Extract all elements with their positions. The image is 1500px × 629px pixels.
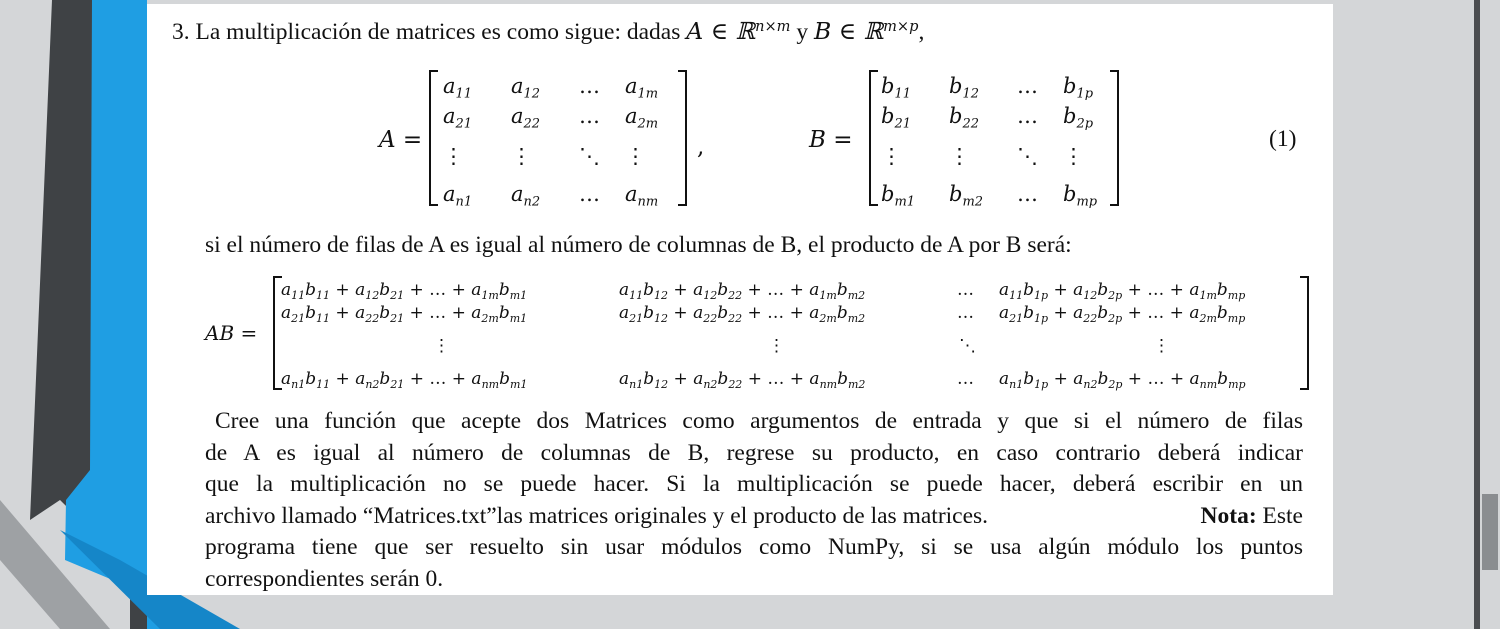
matrix-cell: $a_{2m}$ [625,104,659,132]
matrix-cell: $a_{11}$ [443,74,473,102]
matrix-cell: … [579,182,600,206]
document-page [147,4,1333,595]
matrix-cell: $a_{11}b_{11} + a_{12}b_{21}$ + … + $a_{1m}b_{m1}$ [281,280,528,302]
matrix-cell: ⋮ [949,144,970,168]
right-bracket [1300,276,1309,390]
matrix-cell: $a_{1m}$ [625,74,659,102]
conjunction: y [796,19,809,45]
set-b-expr: B ∈ ℝ$^{m\times p}$ [813,17,919,45]
matrix-cell: $a_{nm}$ [625,182,659,210]
matrix-cell: $a_{22}$ [511,104,541,132]
left-bracket [429,70,438,206]
matrix-cell: $a_{11}b_{1p} + a_{12}b_{2p}$ + … + $a_{1m}b_{mp}$ [999,280,1246,302]
matrix-cell: … [1017,104,1038,128]
matrix-ab [273,276,1309,390]
matrix-cell: $a_{n1}b_{11} + a_{n2}b_{21}$ + … + $a_{nm}b_{m1}$ [281,369,528,391]
matrix-cell: ⋮ [511,144,532,168]
right-bracket [678,70,687,206]
matrix-cell: $a_{21}b_{12} + a_{22}b_{22}$ + … + $a_{2m}b_{m2}$ [619,303,866,325]
problem-number: 3. [172,19,190,45]
problem-statement-line [172,17,925,45]
matrix-cell: … [957,369,974,389]
matrix-b-lhs: B = [809,127,853,153]
matrix-cell: ⋱ [959,336,976,356]
matrix-cell: $b_{11}$ [881,74,911,102]
note-line: correspondientes serán 0. [205,565,444,592]
instructions-paragraph [205,406,1303,595]
matrix-cell: $b_{22}$ [949,104,979,132]
matrix-cell: $b_{1p}$ [1063,74,1094,102]
matrix-cell: ⋮ [768,336,785,356]
matrix-cell: $a_{21}b_{11} + a_{22}b_{21}$ + … + $a_{2m}b_{m1}$ [281,303,528,325]
paragraph-line: que la multiplicación no se puede hacer. Si la multiplicación se puede hacer, deberá escribir en un [205,471,1303,497]
matrix-cell: $b_{12}$ [949,74,979,102]
condition-text: si el número de filas de A es igual al número de columnas de B, el producto de A por B será: [205,232,1072,258]
matrix-cell: ⋮ [1153,336,1170,356]
scrollbar-thumb[interactable] [1482,494,1498,570]
matrix-cell: $b_{mp}$ [1063,182,1098,210]
matrix-cell: $a_{n1}$ [443,182,473,210]
matrix-cell: ⋮ [443,144,464,168]
matrix-a-comma: , [697,134,705,160]
matrix-cell: $a_{n1}b_{12} + a_{n2}b_{22}$ + … + $a_{nm}b_{m2}$ [619,369,866,391]
note-label: Nota: [1200,502,1257,529]
matrix-cell: … [957,280,974,300]
matrix-cell: $a_{21}$ [443,104,473,132]
note-line: programa tiene que ser resuelto sin usar módulos como NumPy, si se usa algún módulo los puntos [205,534,1303,560]
note-line1-rest: Este [1262,502,1303,529]
matrix-cell: ⋮ [433,336,450,356]
matrix-cell: $a_{11}b_{12} + a_{12}b_{22}$ + … + $a_{1m}b_{m2}$ [619,280,866,302]
paragraph-line: Cree una función que acepte dos Matrices como argumentos de entrada y que si el número de filas [215,408,1303,434]
matrix-cell: $b_{21}$ [881,104,911,132]
matrix-cell: ⋮ [625,144,646,168]
matrix-cell: … [1017,182,1038,206]
matrix-cell: ⋮ [1063,144,1084,168]
problem-intro: La multiplicación de matrices es como sigue: dadas [195,19,681,45]
matrix-b [869,70,1119,210]
matrix-cell: $b_{2p}$ [1063,104,1094,132]
paragraph-line-with-note [205,501,1303,533]
equation-number: (1) [1269,126,1297,152]
right-edge-bar [1474,0,1480,629]
matrix-cell: $b_{m1}$ [881,182,916,210]
left-bracket [869,70,878,206]
matrix-cell: ⋮ [881,144,902,168]
matrix-ab-lhs: AB = [205,321,258,345]
matrix-cell: $a_{n2}$ [511,182,541,210]
matrix-cell: $a_{21}b_{1p} + a_{22}b_{2p}$ + … + $a_{2m}b_{mp}$ [999,303,1246,325]
matrix-cell: … [579,74,600,98]
paragraph-line-text: archivo llamado “Matrices.txt”las matrices originales y el producto de las matrices. [205,502,989,529]
matrix-cell: … [1017,74,1038,98]
matrix-cell: ⋱ [1017,144,1038,168]
matrix-cell: $a_{12}$ [511,74,541,102]
matrix-a-lhs: A = [379,127,423,153]
set-a-expr: A ∈ ℝ$^{n\times m}$ [686,17,791,45]
paragraph-line: de A es igual al número de columnas de B, regrese su producto, en caso contrario deberá indicar [205,439,1303,466]
matrix-a [429,70,687,210]
matrix-cell: ⋱ [579,144,600,168]
matrix-cell: $b_{m2}$ [949,182,984,210]
comma: , [918,19,925,45]
matrix-cell: … [957,303,974,323]
matrix-cell: $a_{n1}b_{1p} + a_{n2}b_{2p}$ + … + $a_{nm}b_{mp}$ [999,369,1246,391]
matrix-cell: … [579,104,600,128]
right-bracket [1110,70,1119,206]
